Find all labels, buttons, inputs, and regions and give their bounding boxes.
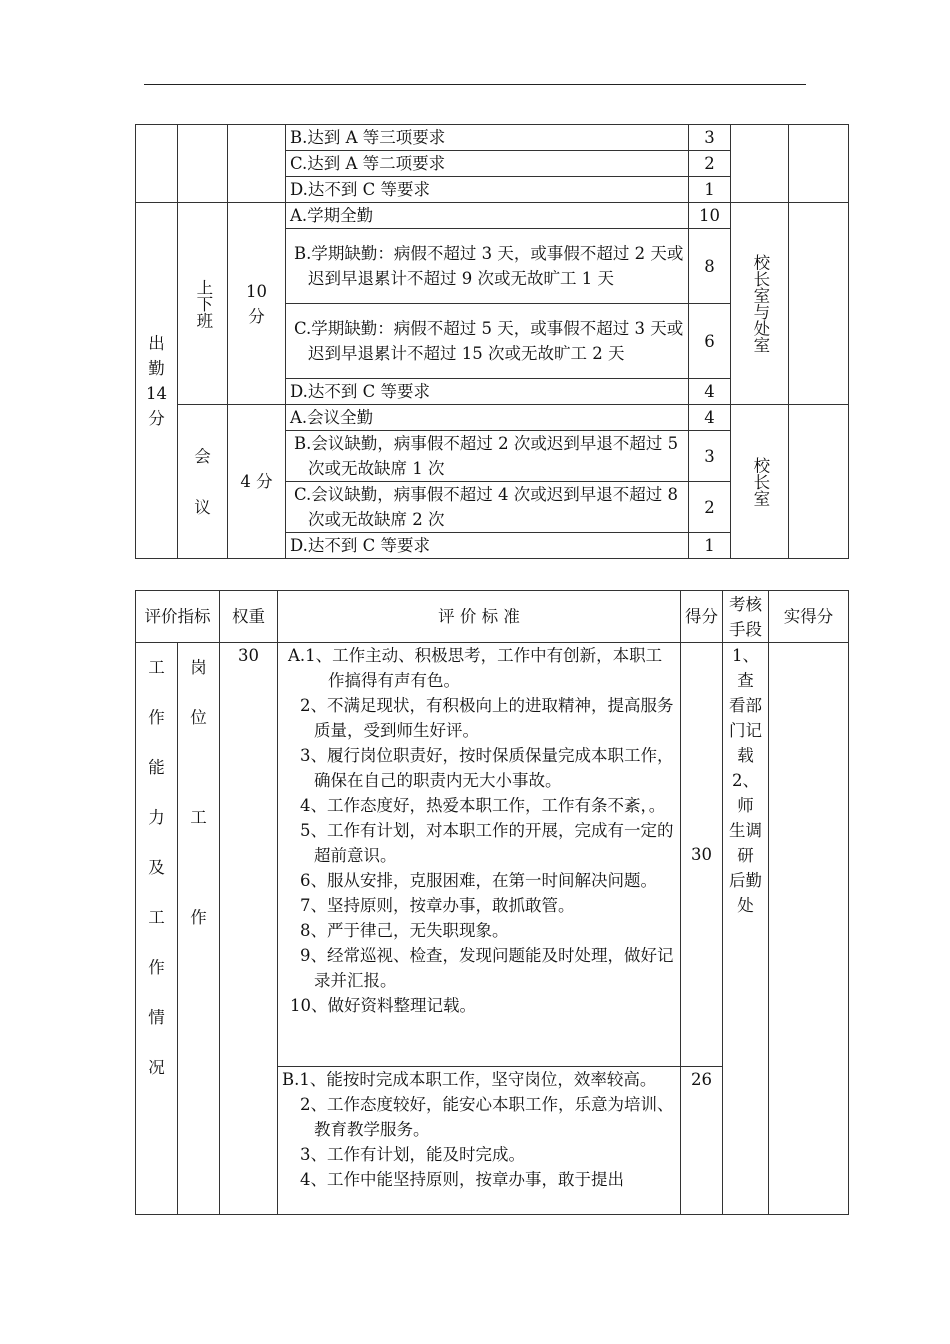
work-ability-category: 工 作 能 力 及 工 作 情 况 [136, 643, 178, 1215]
criterion-score: 1 [689, 177, 731, 203]
work-hours-actual [789, 203, 849, 405]
criterion-score: 1 [689, 533, 731, 559]
criterion-desc: D.达不到 C 等要求 [286, 177, 689, 203]
header-standard: 评 价 标 准 [278, 591, 681, 643]
prev-category-cell [136, 125, 178, 203]
level-a-score: 30 [681, 643, 723, 1067]
header-indicator: 评价指标 [136, 591, 220, 643]
level-a-item: 9、经常巡视、检查，发现问题能及时处理，做好记录并汇报。 [300, 946, 674, 990]
actual-score-cell [769, 643, 849, 1215]
criterion-score: 8 [689, 229, 731, 304]
criterion-desc: D.达不到 C 等要求 [286, 533, 689, 559]
header-rule [144, 84, 806, 85]
criterion-score: 2 [689, 151, 731, 177]
criterion-score: 4 [689, 405, 731, 431]
meeting-weight: 4 分 [228, 405, 286, 559]
work-hours-method: 校长室与处室 [731, 203, 789, 405]
level-b-item: 3、工作有计划，能及时完成。 [300, 1145, 525, 1164]
post-work-subcategory: 岗 位 工 作 [178, 643, 220, 1215]
attendance-category: 出 勤 14 分 [136, 203, 178, 559]
criterion-score: 10 [689, 203, 731, 229]
criterion-desc: B.会议缺勤，病事假不超过 2 次或迟到早退不超过 5 次或无故缺席 1 次 [286, 431, 689, 482]
assessment-method: 1、查 看部 门记 载 2、师 生调 研 后勤 处 [723, 643, 769, 1215]
criterion-desc: C.达到 A 等二项要求 [286, 151, 689, 177]
criterion-desc: A.学期全勤 [286, 203, 689, 229]
prev-method-cell [731, 125, 789, 203]
level-a-item: 5、工作有计划，对本职工作的开展，完成有一定的超前意识。 [300, 821, 674, 865]
work-ability-table [135, 590, 849, 1215]
level-b-item: 4、工作中能坚持原则，按章办事，敢于提出 [300, 1170, 624, 1189]
header-score: 得分 [681, 591, 723, 643]
criterion-desc: C.会议缺勤，病事假不超过 4 次或迟到早退不超过 8 次或无故缺席 2 次 [286, 482, 689, 533]
level-a-item: A.1、工作主动、积极思考，工作中有创新，本职工作搞得有声有色。 [288, 646, 663, 690]
criterion-desc: A.会议全勤 [286, 405, 689, 431]
criterion-score: 6 [689, 304, 731, 379]
criterion-desc: D.达不到 C 等要求 [286, 379, 689, 405]
level-a-item: 10、做好资料整理记载。 [290, 996, 476, 1015]
prev-weight-cell [228, 125, 286, 203]
work-hours-weight: 10 分 [228, 203, 286, 405]
criterion-score: 3 [689, 125, 731, 151]
header-weight: 权重 [220, 591, 278, 643]
prev-actual-cell [789, 125, 849, 203]
level-a-item: 3、履行岗位职责好，按时保质保量完成本职工作，确保在自己的职责内无大小事故。 [300, 746, 674, 790]
criterion-score: 4 [689, 379, 731, 405]
meeting-label: 会 议 [178, 405, 228, 559]
post-work-weight: 30 [220, 643, 278, 1215]
level-a-item: 2、不满足现状，有积极向上的进取精神，提高服务质量，受到师生好评。 [300, 696, 674, 740]
level-b-score: 26 [681, 1067, 723, 1215]
prev-subcategory-cell [178, 125, 228, 203]
criterion-desc: C.学期缺勤：病假不超过 5 天，或事假不超过 3 天或迟到早退累计不超过 15 次或无故旷工 2 天 [286, 304, 689, 379]
header-method: 考核手段 [723, 591, 769, 643]
level-b-item: B.1、能按时完成本职工作，坚守岗位，效率较高。 [282, 1070, 657, 1089]
attendance-table [135, 124, 849, 559]
criterion-desc: B.达到 A 等三项要求 [286, 125, 689, 151]
level-a-item: 6、服从安排，克服困难，在第一时间解决问题。 [300, 871, 657, 890]
criterion-desc: B.学期缺勤：病假不超过 3 天，或事假不超过 2 天或迟到早退累计不超过 9 次或无故旷工 1 天 [286, 229, 689, 304]
work-hours-label: 上下班 [178, 203, 228, 405]
level-a-criteria [278, 643, 681, 1067]
meeting-method: 校长室 [731, 405, 789, 559]
header-actual: 实得分 [769, 591, 849, 643]
level-b-criteria [278, 1067, 681, 1215]
criterion-score: 3 [689, 431, 731, 482]
level-a-item: 8、严于律己，无失职现象。 [300, 921, 509, 940]
criterion-score: 2 [689, 482, 731, 533]
level-b-item: 2、工作态度较好，能安心本职工作，乐意为培训、教育教学服务。 [300, 1095, 674, 1139]
meeting-actual [789, 405, 849, 559]
level-a-item: 7、坚持原则，按章办事，敢抓敢管。 [300, 896, 575, 915]
level-a-item: 4、工作态度好，热爱本职工作，工作有条不紊，。 [300, 796, 666, 815]
